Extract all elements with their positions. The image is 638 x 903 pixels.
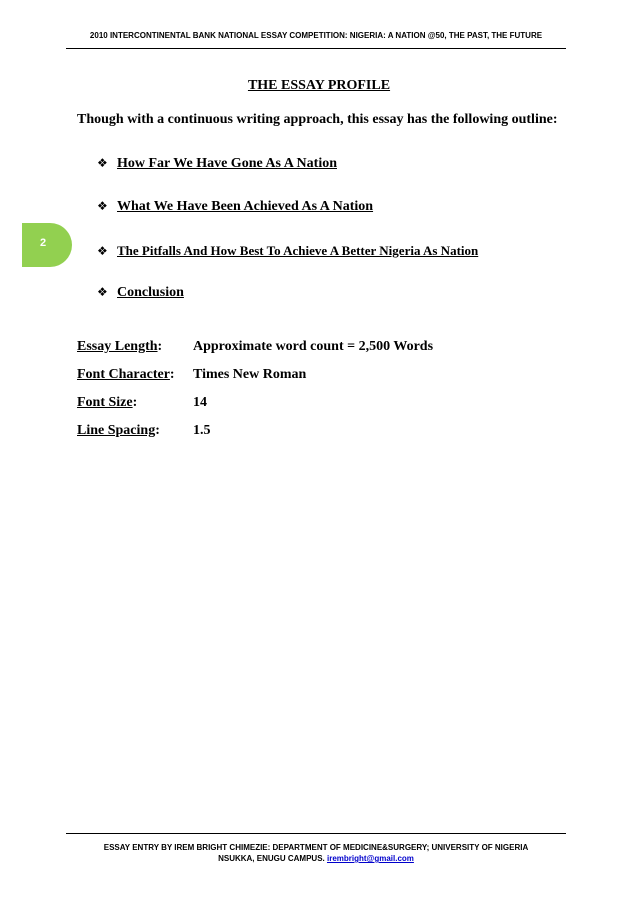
diamond-bullet-icon: ❖ (97, 285, 108, 299)
outline-item-text: Conclusion (117, 285, 184, 300)
diamond-bullet-icon: ❖ (97, 156, 108, 170)
page-title: THE ESSAY PROFILE (247, 78, 391, 93)
outline-item-text: How Far We Have Gone As A Nation (117, 156, 337, 171)
outline-item-text: What We Have Been Achieved As A Nation (117, 199, 374, 214)
spec-key: Essay Length (77, 339, 158, 354)
spec-key: Line Spacing (77, 423, 156, 438)
diamond-bullet-icon: ❖ (97, 244, 108, 258)
list-item (97, 243, 478, 259)
spec-value: Approximate word count = 2,500 Words (193, 339, 434, 354)
spec-row-font-character: Font Character: Times New Roman (77, 367, 307, 382)
list-item (97, 199, 373, 215)
spec-key: Font Character (77, 367, 170, 382)
spec-key: Font Size (77, 395, 133, 410)
page-number: 2 (40, 237, 47, 249)
outline-item-text: The Pitfalls And How Best To Achieve A Better Nigeria As Nation (117, 243, 479, 258)
spec-value: 1.5 (193, 423, 211, 438)
spec-value: 14 (193, 395, 207, 410)
spec-row-length: Essay Length: Approximate word count = 2,500 Words (77, 339, 434, 354)
list-item (97, 156, 337, 172)
footer-line-1: ESSAY ENTRY BY IREM BRIGHT CHIMEZIE: DEPARTMENT OF MEDICINE&SURGERY; UNIVERSITY OF NIGERIA (103, 843, 529, 852)
intro-paragraph: Though with a continuous writing approach, this essay has the following outline: (77, 112, 558, 127)
footer-email-link[interactable]: irembright@gmail.com (326, 854, 414, 863)
diamond-bullet-icon: ❖ (97, 199, 108, 213)
spec-row-font-size: Font Size: 14 (77, 395, 207, 410)
page-header (66, 0, 566, 49)
spec-row-line-spacing: Line Spacing: 1.5 (77, 423, 211, 438)
footer-text (66, 842, 566, 864)
page-number-badge (22, 223, 72, 267)
spec-value: Times New Roman (193, 367, 307, 382)
page-footer (66, 833, 566, 874)
list-item (97, 285, 184, 301)
header-text: 2010 INTERCONTINENTAL BANK NATIONAL ESSAY COMPETITION: NIGERIA: A NATION @50, THE PAST, THE FUTURE (89, 31, 543, 40)
footer-line-2: NSUKKA, ENUGU CAMPUS. (218, 854, 325, 863)
